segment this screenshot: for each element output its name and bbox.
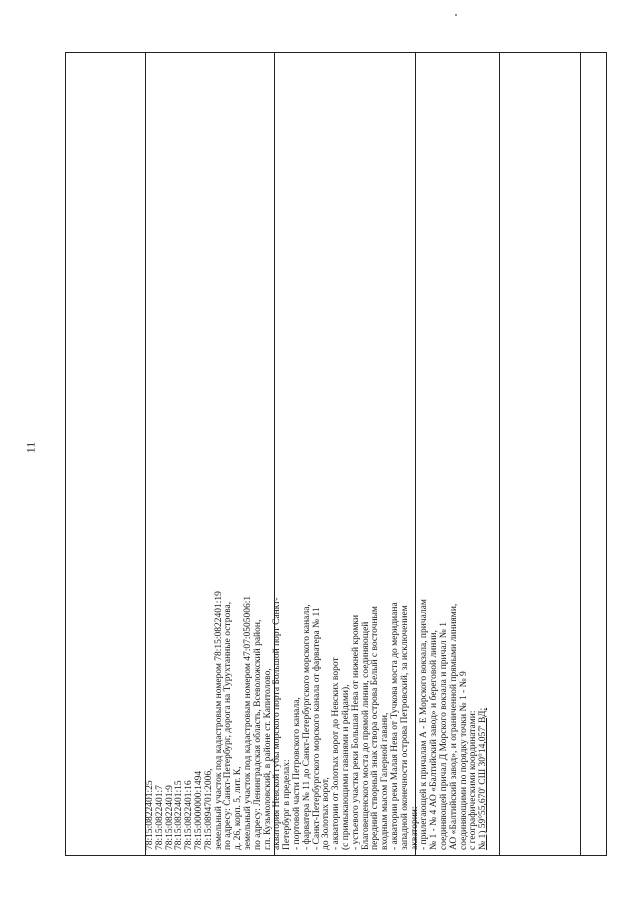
text-line: соединяющей причал Д Морского вокзала и причал № 1 [438,622,449,850]
text-line: 78:15:0822401:25 [145,780,155,850]
text-line: 78:15:0894701:2006, [203,768,214,850]
text-line: АО «Балтийский завод», и ограниченной прямыми линиями, [448,603,459,850]
text-line: - фарватера № 11 до Санкт-Петербургского морского канала, [301,604,312,850]
text-line: - Санкт-Петербургского морского канала от фарватера № 11 [311,607,322,850]
text-line: № 1 - № 4 АО «Балтийский завод» и береговой линии, [429,630,440,850]
text-line: Петербург в пределах: [282,759,293,850]
text-line: соединяющими по порядку точки № 1 - № 9 [458,671,469,850]
text-line: по адресу: Ленинградская область, Всеволожский район, [252,619,263,850]
text-line: № 1) 59°55,670' СШ 30°14,057' ВД; [478,707,489,850]
column-divider [499,53,500,855]
register-table [65,52,607,856]
text-line: 78:15:0000000:1494 [193,770,204,850]
text-line: по адресу: Санкт-Петербург, дорога на Турухтанные острова, [223,601,234,850]
text-line: с географическими координатами: [468,710,479,850]
text-line: 78:15:0822401:7 [154,785,165,850]
text-line: входным мысом Галерной гавани, [380,712,391,850]
text-line: г.п. Кузьмоловский, в районе ст. Капитолово, [262,668,273,850]
text-line: - устьевого участка реки Большая Нева от нижней кромки [350,614,361,850]
scan-speck [455,14,457,16]
text-line: д. 26, корп. 5, лит. К, [233,766,244,850]
column-divider [580,53,581,855]
text-line: западной оконечности острова Петровский, за исключением [399,605,410,850]
text-line: 78:15:0822401:16 [184,780,195,850]
text-line: земельный участок под кадастровым номером 78:15:0822401:19 [213,591,224,850]
text-line: акватории: [409,806,420,850]
text-line: - портовой части Петровского канала, [291,697,302,850]
text-line: акватория Невской губы морского порта Большой порт Санкт- [272,597,283,850]
page-number: 11 [23,441,38,454]
text-line: до Золотых ворот, [321,777,332,850]
text-line: передний створный знак створа острова Белый с восточным [370,606,381,850]
text-line: 78:15:0822401:15 [174,780,185,850]
text-line: - акватории от Золотых ворот до Невских ворот [331,657,342,850]
text-line: (с примыкающими гаванями и рейдами), [340,684,351,850]
description-text [145,53,489,856]
text-line: 78:15:0822401:9 [164,785,175,850]
text-line: Благовещенского моста до прямой линии, соединяющей [360,621,371,850]
text-line: - акватории реки Малая Нева от Тучкова моста до меридиана [389,602,400,850]
description-cell [145,53,489,856]
text-line: - прилегающей к причалам А - Е Морского вокзала, причалам [419,599,430,850]
text-line: земельный участок под кадастровым номером 47:07:0505006:1 [242,595,253,850]
